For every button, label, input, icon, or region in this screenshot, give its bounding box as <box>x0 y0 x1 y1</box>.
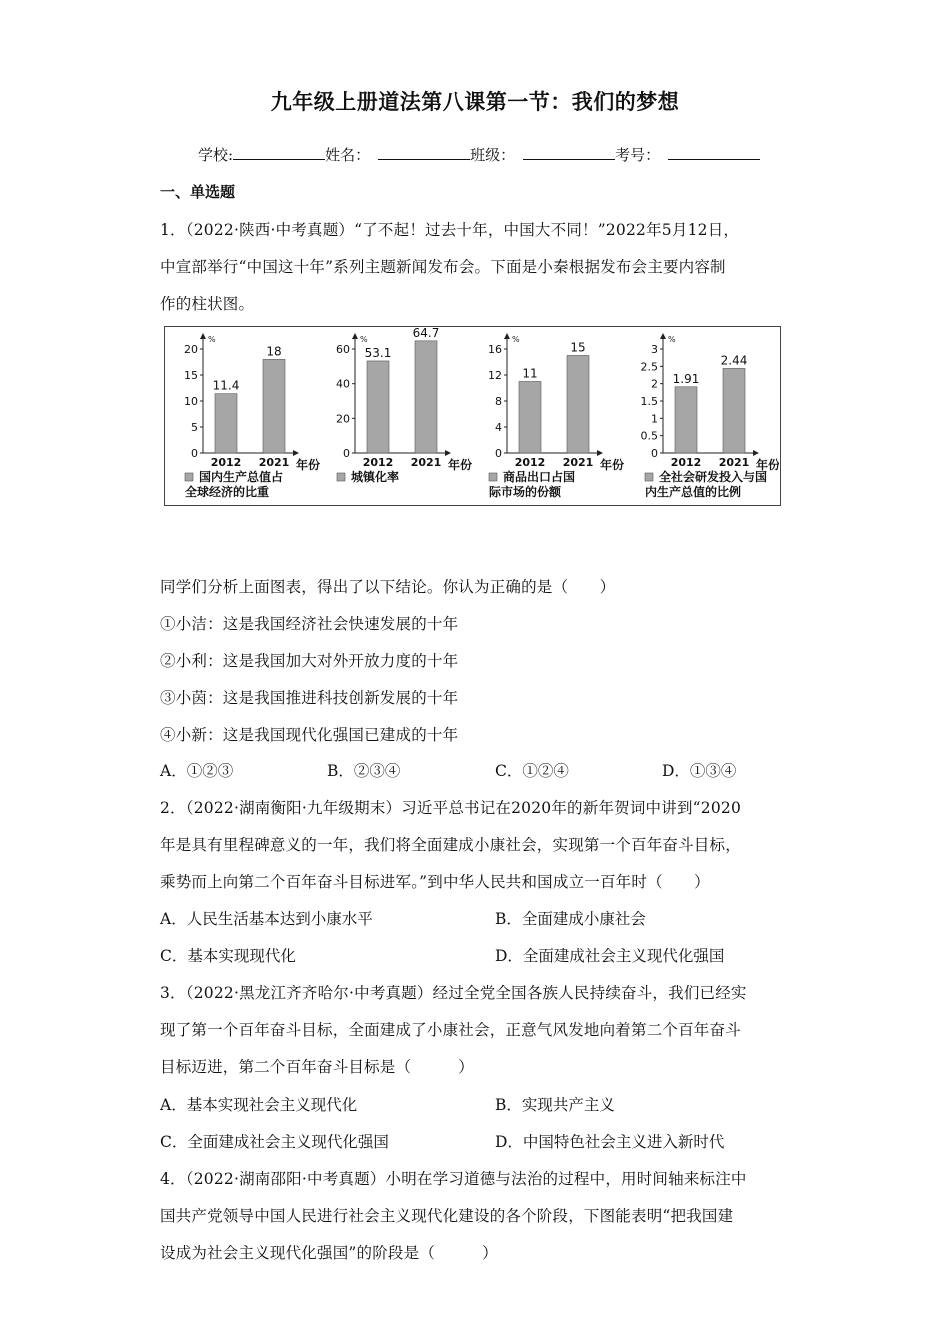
data-label: 11 <box>522 366 538 381</box>
y-tick-label: 0 <box>343 447 350 460</box>
x-axis-arrow <box>293 450 299 456</box>
x-axis-label: 年份 <box>756 458 779 472</box>
data-label: 11.4 <box>212 378 240 393</box>
bar <box>567 356 589 454</box>
y-tick-label: 1.5 <box>640 395 658 408</box>
y-tick-label: 2.5 <box>640 360 658 374</box>
y-axis-arrow <box>200 333 206 339</box>
x-axis-label: 年份 <box>448 458 473 472</box>
q1-statement: ①小洁：这是我国经济社会快速发展的十年 <box>160 615 459 633</box>
x-tick-label: 2021 <box>718 456 750 469</box>
y-tick-label: 4 <box>495 421 502 434</box>
q2-option-d[interactable]: D．全面建成社会主义现代化强国 <box>495 947 725 965</box>
x-axis-arrow <box>597 450 603 456</box>
data-label: 18 <box>266 344 282 359</box>
x-tick-label: 2012 <box>362 456 394 469</box>
legend-swatch <box>489 473 497 481</box>
y-tick-label: 2 <box>651 377 658 391</box>
y-tick-label: 20 <box>184 343 198 356</box>
y-tick-label: 15 <box>184 369 198 382</box>
page-title: 九年级上册道法第八课第一节：我们的梦想 <box>270 90 680 114</box>
y-tick-label: 5 <box>191 421 198 434</box>
x-tick-label: 2012 <box>670 456 702 469</box>
q3-line: 现了第一个百年奋斗目标，全面建成了小康社会，正意气风发地向着第二个百年奋斗 <box>160 1021 741 1039</box>
school-label: 学校: <box>198 146 234 164</box>
exam-no-label: 考号： <box>615 146 661 164</box>
q3-option-b[interactable]: B．实现共产主义 <box>495 1096 615 1114</box>
q1-statement: ④小新：这是我国现代化强国已建成的十年 <box>160 726 459 744</box>
q3-option-d[interactable]: D．中国特色社会主义进入新时代 <box>495 1133 725 1151</box>
x-axis-arrow <box>445 450 451 456</box>
q1-statement: ②小利：这是我国加大对外开放力度的十年 <box>160 652 459 670</box>
legend-swatch <box>645 473 653 481</box>
y-unit-label: % <box>360 335 368 344</box>
q1-prompt: 同学们分析上面图表，得出了以下结论。你认为正确的是（ ） <box>160 578 616 596</box>
y-tick-label: 8 <box>495 395 502 408</box>
y-axis-arrow <box>660 333 666 339</box>
y-tick-label: 12 <box>488 369 502 382</box>
legend-swatch <box>185 473 193 481</box>
q2-option-a[interactable]: A．人民生活基本达到小康水平 <box>160 910 373 928</box>
q4-line: 设成为社会主义现代化强国”的阶段是（ ） <box>160 1244 498 1262</box>
y-tick-label: 0 <box>495 447 502 460</box>
q1-line: 中宣部举行“中国这十年”系列主题新闻发布会。下面是小秦根据发布会主要内容制 <box>160 258 726 276</box>
data-label: 53.1 <box>364 345 392 360</box>
class-label: 班级： <box>470 146 516 164</box>
x-tick-label: 2021 <box>410 456 442 469</box>
q3-line: 3．（2022·黑龙江齐齐哈尔·中考真题）经过全党全国各族人民持续奋斗，我们已经实 <box>160 984 747 1002</box>
y-tick-label: 0 <box>651 447 658 460</box>
data-label: 15 <box>570 340 586 355</box>
bar <box>519 382 541 454</box>
y-axis-arrow <box>352 333 358 339</box>
x-axis-label: 年份 <box>296 458 321 472</box>
y-unit-label: % <box>512 335 520 344</box>
y-tick-label: 40 <box>336 377 350 391</box>
y-unit-label: % <box>668 335 676 344</box>
q3-line: 目标迈进，第二个百年奋斗目标是（ ） <box>160 1058 475 1076</box>
y-unit-label: % <box>208 335 216 344</box>
q1-option-a[interactable]: A．①②③ <box>160 762 234 780</box>
bar <box>723 368 745 453</box>
x-tick-label: 2012 <box>514 456 546 469</box>
q2-line: 2．（2022·湖南衡阳·九年级期末）习近平总书记在2020年的新年贺词中讲到“2020 <box>160 799 742 817</box>
q1-option-b[interactable]: B．②③④ <box>327 762 401 780</box>
q3-option-c[interactable]: C．全面建成社会主义现代化强国 <box>160 1133 389 1151</box>
class-blank[interactable] <box>523 145 615 160</box>
legend-label: 内生产总值的比例 <box>645 485 742 499</box>
bar <box>675 387 697 453</box>
section-heading: 一、单选题 <box>160 183 236 201</box>
bar <box>415 341 437 453</box>
bar <box>215 394 237 453</box>
q1-option-d[interactable]: D．①③④ <box>662 762 737 780</box>
legend-swatch <box>337 473 345 481</box>
bar-chart-panel <box>164 326 781 506</box>
q2-option-b[interactable]: B．全面建成小康社会 <box>495 910 646 928</box>
y-axis-arrow <box>504 333 510 339</box>
q2-line: 乘势而上向第二个百年奋斗目标进军。”到中华人民共和国成立一百年时（ ） <box>160 873 710 891</box>
exam-no-blank[interactable] <box>668 145 760 160</box>
y-tick-label: 1 <box>651 412 658 426</box>
legend-label: 城镇化率 <box>351 470 400 484</box>
legend-label: 国内生产总值占 <box>199 470 284 484</box>
q2-option-c[interactable]: C．基本实现现代化 <box>160 947 296 965</box>
q4-line: 4．（2022·湖南邵阳·中考真题）小明在学习道德与法治的过程中，用时间轴来标注中 <box>160 1170 747 1188</box>
y-tick-label: 0 <box>191 447 198 460</box>
name-blank[interactable] <box>378 145 470 160</box>
bar <box>263 359 285 453</box>
school-blank[interactable] <box>233 145 325 160</box>
x-axis-arrow <box>753 450 759 456</box>
y-tick-label: 0.5 <box>640 429 658 443</box>
q1-line: 作的柱状图。 <box>160 295 255 313</box>
q3-option-a[interactable]: A．基本实现社会主义现代化 <box>160 1096 358 1114</box>
name-label: 姓名： <box>325 146 371 164</box>
y-tick-label: 16 <box>488 343 502 356</box>
data-label: 1.91 <box>672 371 700 386</box>
data-label: 64.7 <box>412 327 440 340</box>
data-label: 2.44 <box>720 353 748 368</box>
x-tick-label: 2012 <box>210 456 242 469</box>
student-info-line <box>198 144 760 165</box>
y-tick-label: 20 <box>336 412 350 426</box>
legend-label: 商品出口占国 <box>503 470 576 484</box>
q1-line: 1．（2022·陕西·中考真题）“了不起！过去十年，中国大不同！”2022年5月12日， <box>160 221 740 239</box>
x-axis-label: 年份 <box>600 458 625 472</box>
legend-label: 全社会研发投入与国 <box>659 470 768 484</box>
q1-statement: ③小茵：这是我国推进科技创新发展的十年 <box>160 689 459 707</box>
y-tick-label: 3 <box>651 343 658 356</box>
y-tick-label: 10 <box>184 395 198 408</box>
y-tick-label: 60 <box>336 343 350 356</box>
x-tick-label: 2021 <box>258 456 290 469</box>
x-tick-label: 2021 <box>562 456 594 469</box>
q1-option-c[interactable]: C．①②④ <box>495 762 569 780</box>
q2-line: 年是具有里程碑意义的一年，我们将全面建成小康社会，实现第一个百年奋斗目标， <box>160 836 741 854</box>
bar-charts <box>165 327 779 504</box>
legend-label: 全球经济的比重 <box>185 485 270 499</box>
legend-label: 际市场的份额 <box>489 485 562 499</box>
q4-line: 国共产党领导中国人民进行社会主义现代化建设的各个阶段，下图能表明“把我国建 <box>160 1207 734 1225</box>
bar <box>367 361 389 453</box>
